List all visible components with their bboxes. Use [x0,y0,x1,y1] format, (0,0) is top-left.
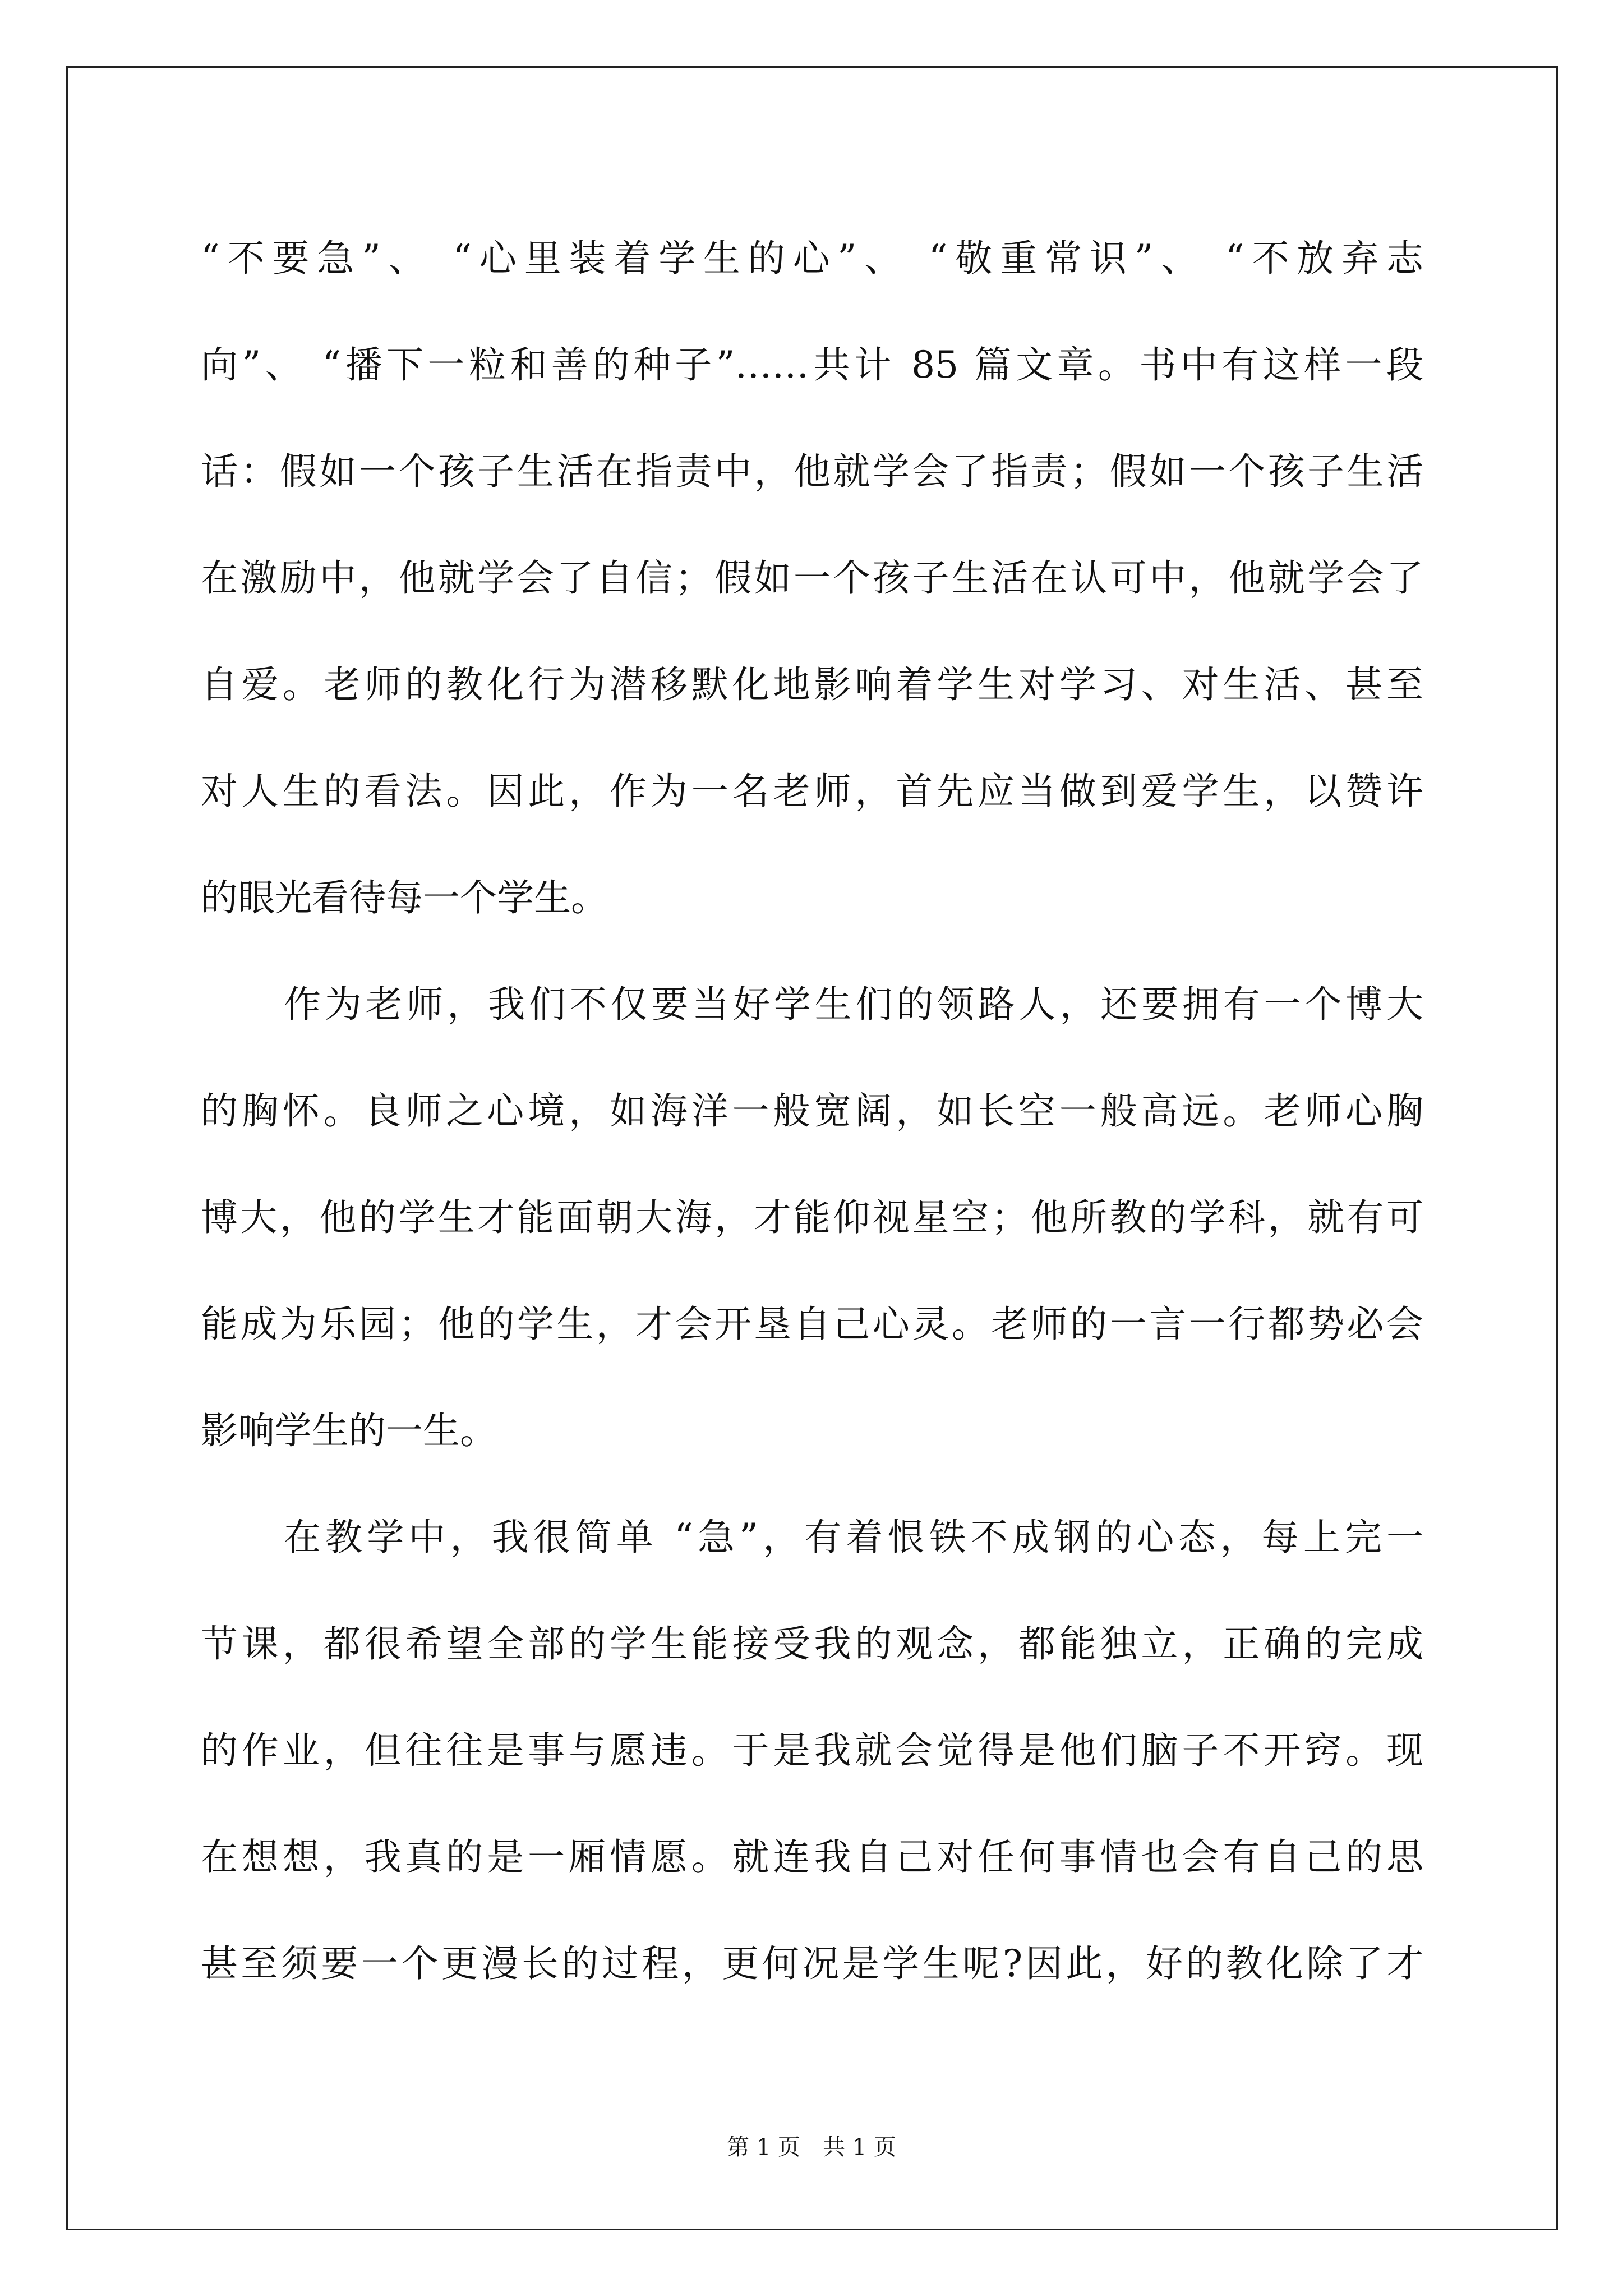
body-text [201,205,1423,2017]
text-line: 影响学生的一生。 [201,1409,497,1452]
text-line: 博大，他的学生才能面朝大海，才能仰视星空；他所教的学科，就有可 [201,1196,1423,1239]
text-line: 对人生的看法。因此，作为一名老师，首先应当做到爱学生，以赞许 [201,770,1423,813]
text-line: 在激励中，他就学会了自信；假如一个孩子生活在认可中，他就学会了 [201,556,1423,600]
text-line: 在教学中，我很简单 “急”，有着恨铁不成钢的心态，每上完一 [284,1516,1423,1559]
page-number-footer: 第 1 页 共 1 页 [727,2134,896,2160]
text-line: 在想想，我真的是一厢情愿。就连我自己对任何事情也会有自己的思 [201,1835,1423,1879]
text-line: 的胸怀。良师之心境，如海洋一般宽阔，如长空一般高远。老师心胸 [201,1089,1423,1133]
text-line: 话：假如一个孩子生活在指责中，他就学会了指责；假如一个孩子生活 [201,450,1423,493]
text-line: “不要急”、 “心里装着学生的心”、 “敬重常识”、 “不放弃志 [201,237,1423,280]
text-line: 甚至须要一个更漫长的过程，更何况是学生呢?因此，好的教化除了才 [201,1942,1423,1985]
text-line: 作为老师，我们不仅要当好学生们的领路人，还要拥有一个博大 [284,983,1423,1026]
text-line: 能成为乐园；他的学生，才会开垦自己心灵。老师的一言一行都势必会 [201,1303,1423,1346]
text-line: 向”、 “播下一粒和善的种子”……共计 85 篇文章。书中有这样一段 [201,343,1423,386]
text-line: 的眼光看待每一个学生。 [201,876,608,919]
text-line: 节课，都很希望全部的学生能接受我的观念，都能独立，正确的完成 [201,1622,1423,1665]
text-line: 自爱。老师的教化行为潜移默化地影响着学生对学习、对生活、甚至 [201,663,1423,706]
text-line: 的作业，但往往是事与愿违。于是我就会觉得是他们脑子不开窍。现 [201,1729,1423,1772]
